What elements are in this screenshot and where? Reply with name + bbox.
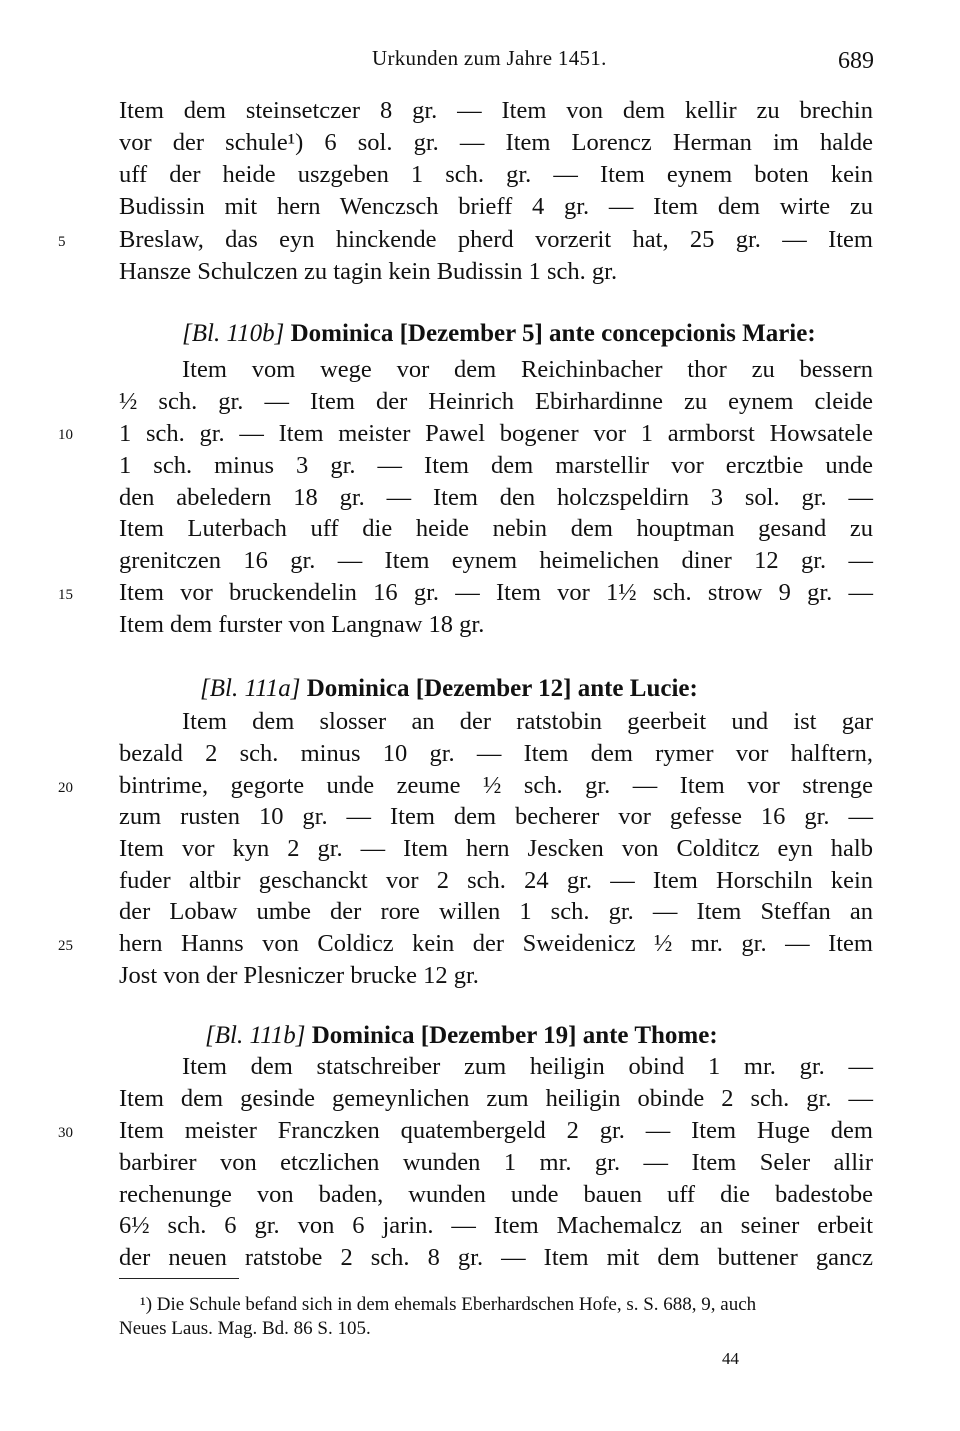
line-number: 5 — [58, 234, 66, 250]
text-line: Item dem furster von Langnaw 18 gr. — [119, 611, 485, 638]
section-heading — [205, 1020, 718, 1052]
text-line: Breslaw, das eyn hinckende pherd vorzerit hat, 25 gr. — Item — [119, 226, 873, 253]
text-line: Item meister Franczken quatembergeld 2 gr. — Item Huge dem — [119, 1117, 873, 1144]
line-number: 10 — [58, 427, 73, 443]
folio-reference: [Bl. 110b] — [182, 320, 285, 347]
text-line: Item vom wege vor dem Reichinbacher thor zu bessern — [182, 356, 873, 383]
text-line: fuder altbir geschanckt vor 2 sch. 24 gr. — Item Horschiln kein — [119, 867, 873, 894]
footnote-line: Neues Laus. Mag. Bd. 86 S. 105. — [119, 1318, 371, 1339]
text-line: grenitczen 16 gr. — Item eynem heimelichen diner 12 gr. — — [119, 547, 873, 574]
folio-reference: [Bl. 111a] — [200, 675, 301, 702]
text-line: Hansze Schulczen zu tagin kein Budissin 1 sch. gr. — [119, 258, 618, 285]
signature-mark: 44 — [722, 1349, 739, 1368]
text-line: hern Hanns von Coldicz kein der Sweidenicz ½ mr. gr. — Item — [119, 930, 873, 957]
text-line: ½ sch. gr. — Item der Heinrich Ebirhardinne zu eynem cleide — [119, 388, 873, 415]
text-line: Item dem slosser an der ratstobin geerbeit und ist gar — [182, 708, 873, 735]
text-line: Item Luterbach uff die heide nebin dem houptman gesand zu — [119, 515, 873, 542]
page-number: 689 — [838, 48, 874, 74]
text-line: bezald 2 sch. minus 10 gr. — Item dem rymer vor halftern, — [119, 740, 873, 767]
text-line: barbirer von etczlichen wunden 1 mr. gr. — Item Seler allir — [119, 1149, 873, 1176]
line-number: 25 — [58, 938, 73, 954]
section-heading — [200, 673, 698, 705]
text-line: Item vor kyn 2 gr. — Item hern Jescken von Colditcz eyn halb — [119, 835, 873, 862]
text-line: 6½ sch. 6 gr. von 6 jarin. — Item Machemalcz an seiner erbeit — [119, 1212, 873, 1239]
text-line: der Lobaw umbe der rore willen 1 sch. gr. — Item Steffan an — [119, 898, 873, 925]
footnote-line: ¹) Die Schule befand sich in dem ehemals Eberhardschen Hofe, s. S. 688, 9, auch — [140, 1294, 757, 1315]
text-line: Item vor bruckendelin 16 gr. — Item vor 1½ sch. strow 9 gr. — — [119, 579, 873, 606]
folio-reference: [Bl. 111b] — [205, 1022, 306, 1049]
text-line: 1 sch. minus 3 gr. — Item dem marstellir vor ercztbie unde — [119, 452, 873, 479]
section-heading — [182, 318, 816, 350]
running-head: Urkunden zum Jahre 1451. — [372, 46, 607, 70]
page-header — [0, 44, 960, 80]
text-line: Budissin mit hern Wenczsch brieff 4 gr. — Item dem wirte zu — [119, 193, 873, 220]
text-line: vor der schule¹) 6 sol. gr. — Item Lorencz Herman im halde — [119, 129, 873, 156]
text-line: Item dem gesinde gemeynlichen zum heiligin obinde 2 sch. gr. — — [119, 1085, 873, 1112]
text-line: den abeledern 18 gr. — Item den holczspeldirn 3 sol. gr. — — [119, 484, 873, 511]
text-line: 1 sch. gr. — Item meister Pawel bogener vor 1 armborst Howsatele — [119, 420, 873, 447]
line-number: 20 — [58, 780, 73, 796]
section-title: Dominica [Dezember 5] ante concepcionis Marie: — [290, 320, 816, 347]
section-title: Dominica [Dezember 12] ante Lucie: — [306, 675, 698, 702]
line-number: 15 — [58, 587, 73, 603]
text-line: zum rusten 10 gr. — Item dem becherer vor gefesse 16 gr. — — [119, 803, 873, 830]
text-line: Item dem steinsetczer 8 gr. — Item von dem kellir zu brechin — [119, 97, 873, 124]
text-line: der neuen ratstobe 2 sch. 8 gr. — Item mit dem buttener gancz — [119, 1244, 873, 1271]
text-line: rechenunge von baden, wunden unde bauen uff die badestobe — [119, 1181, 873, 1208]
text-line: Jost von der Plesniczer brucke 12 gr. — [119, 962, 479, 989]
text-line: bintrime, gegorte unde zeume ½ sch. gr. — Item vor strenge — [119, 772, 873, 799]
footnote-rule — [119, 1278, 239, 1279]
text-line: Item dem statschreiber zum heiligin obind 1 mr. gr. — — [182, 1053, 873, 1080]
section-title: Dominica [Dezember 19] ante Thome: — [311, 1022, 718, 1049]
text-line: uff der heide uszgeben 1 sch. gr. — Item eynem boten kein — [119, 161, 873, 188]
line-number: 30 — [58, 1125, 73, 1141]
